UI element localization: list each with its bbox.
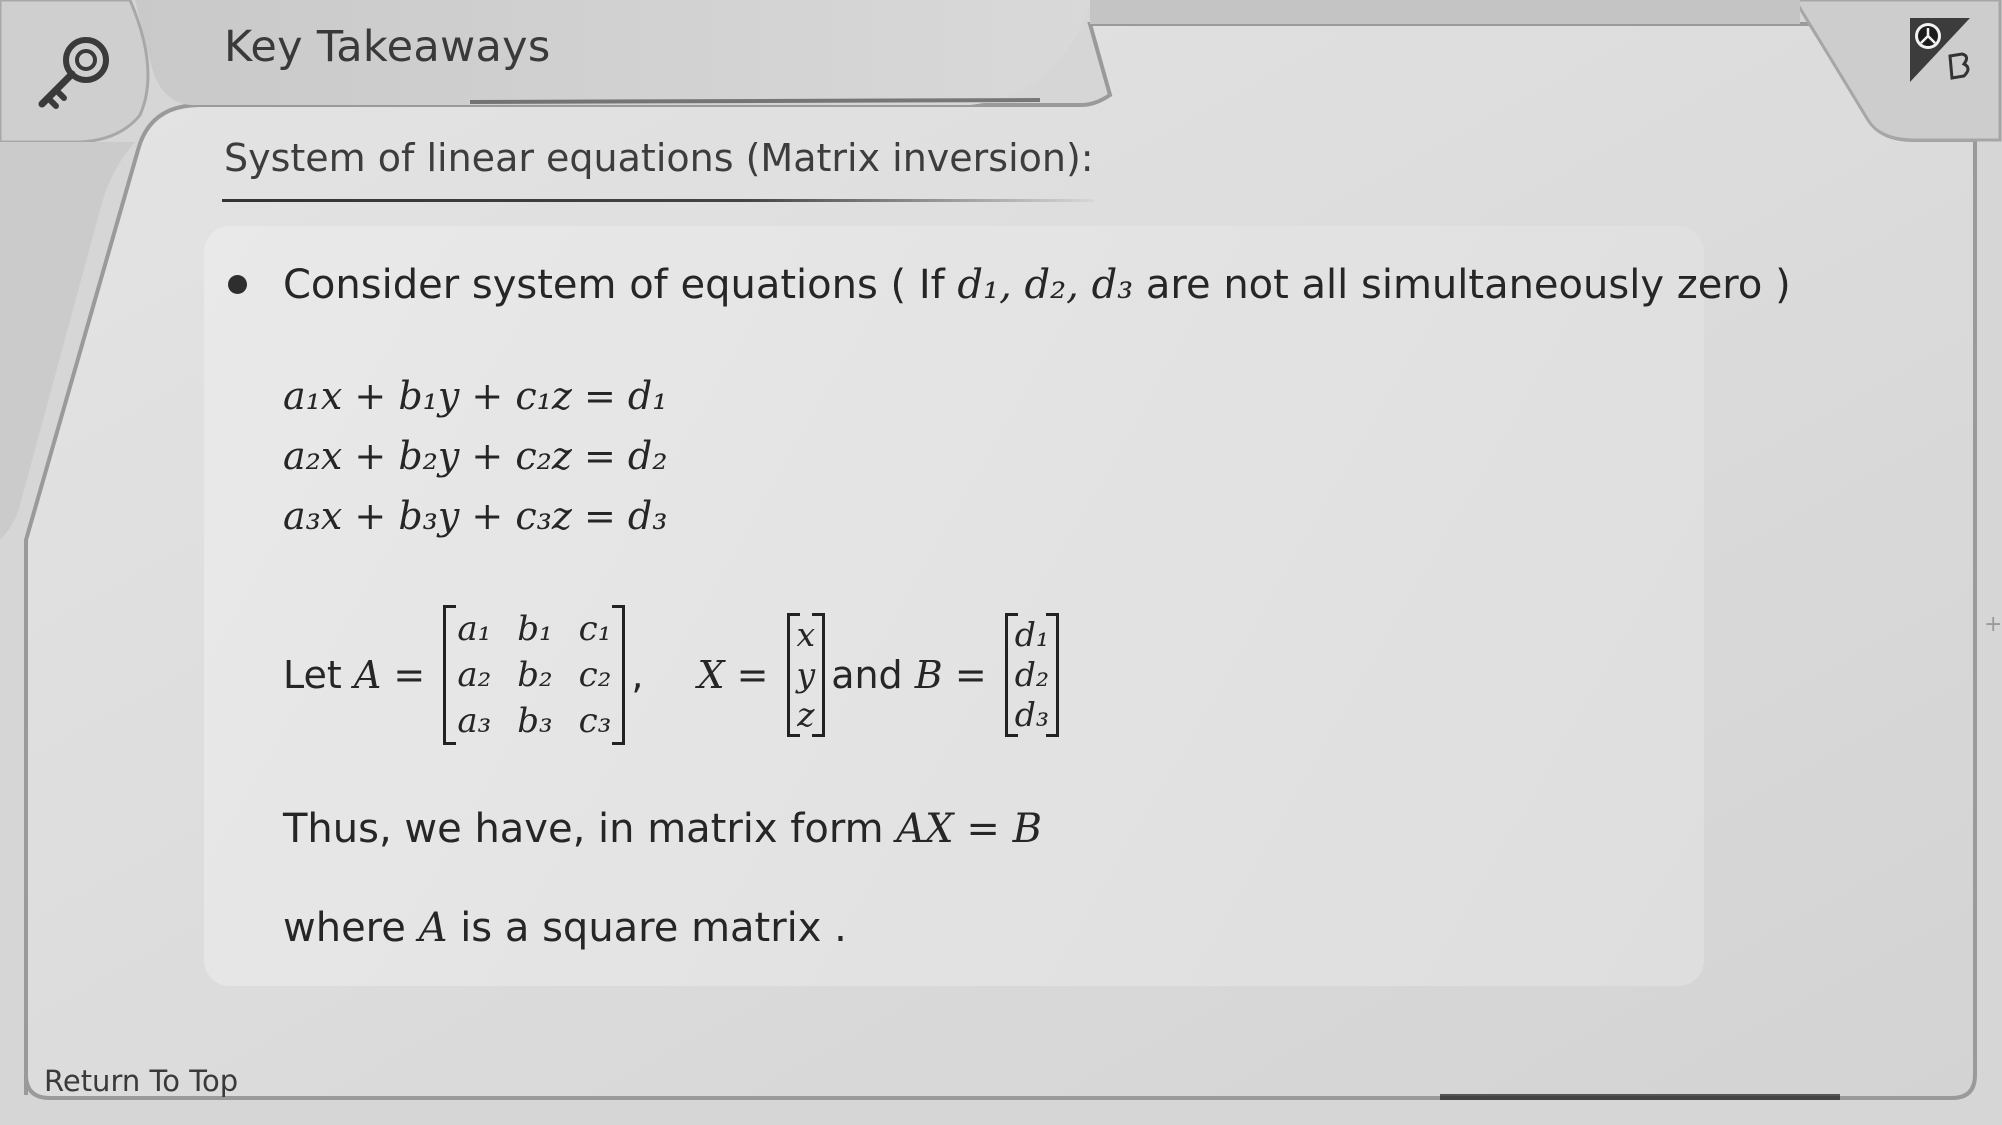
matrix-a-cell: b₃ [517,701,553,741]
key-icon [34,30,118,114]
matrix-a-cell: a₃ [457,701,492,741]
equation-2: a₂x + b₂y + c₂z = d₂ [283,434,668,478]
b-symbol: B [914,653,943,697]
intro-lead: Consider system of equations ( If [283,262,945,308]
matrix-b-cell: d₂ [1014,655,1050,694]
matrix-a [443,605,625,745]
matrix-x-cell: y [796,655,816,694]
equals-sign: = [393,653,426,697]
matrix-a-cell: b₁ [517,609,553,649]
corner-logo-icon [1908,16,1978,86]
side-expand-icon[interactable]: + [1984,612,2002,637]
x-symbol: X [697,653,725,697]
page-title: Key Takeaways [224,22,551,72]
equals-sign: = [954,653,987,697]
let-label: Let [283,653,342,697]
thus-text: Thus, we have, in matrix form [283,806,884,852]
equals-sign: = [736,653,769,697]
matrix-b-cell: d₃ [1014,695,1050,734]
bullet-icon [228,275,247,294]
where-lead: where [283,905,406,951]
matrix-b-cell: d₁ [1014,615,1050,654]
bullet-intro [283,262,1791,308]
where-var: A [418,905,448,951]
matrix-x-cell: z [797,695,815,734]
intro-tail: are not all simultaneously zero ) [1145,262,1791,308]
section-subtitle: System of linear equations (Matrix inversion): [224,136,1094,180]
intro-vars: d₁, d₂, d₃ [957,262,1134,308]
equation-3: a₃x + b₃y + c₃z = d₃ [283,494,668,538]
and-label: and [831,653,903,697]
where-line [283,905,847,951]
a-symbol: A [353,653,382,697]
matrix-a-cell: c₁ [578,609,612,649]
matrix-a-cell: b₂ [517,655,553,695]
matrix-comma: , [631,653,644,697]
matrix-a-cell: c₂ [578,655,612,695]
matrix-a-cell: a₂ [457,655,492,695]
matrix-a-cell: a₁ [457,609,492,649]
matrix-a-cell: c₃ [578,701,612,741]
thus-line [283,806,1042,852]
matrix-x-cell: x [796,615,816,654]
matrix-b [1005,613,1059,737]
subtitle-divider [222,199,1094,202]
matrix-x [787,613,826,737]
where-tail: is a square matrix . [460,905,847,951]
thus-formula: AX = B [896,806,1042,852]
equation-1: a₁x + b₁y + c₁z = d₁ [283,374,668,418]
return-to-top-link[interactable]: Return To Top [44,1064,239,1098]
matrix-definition [283,600,1065,750]
